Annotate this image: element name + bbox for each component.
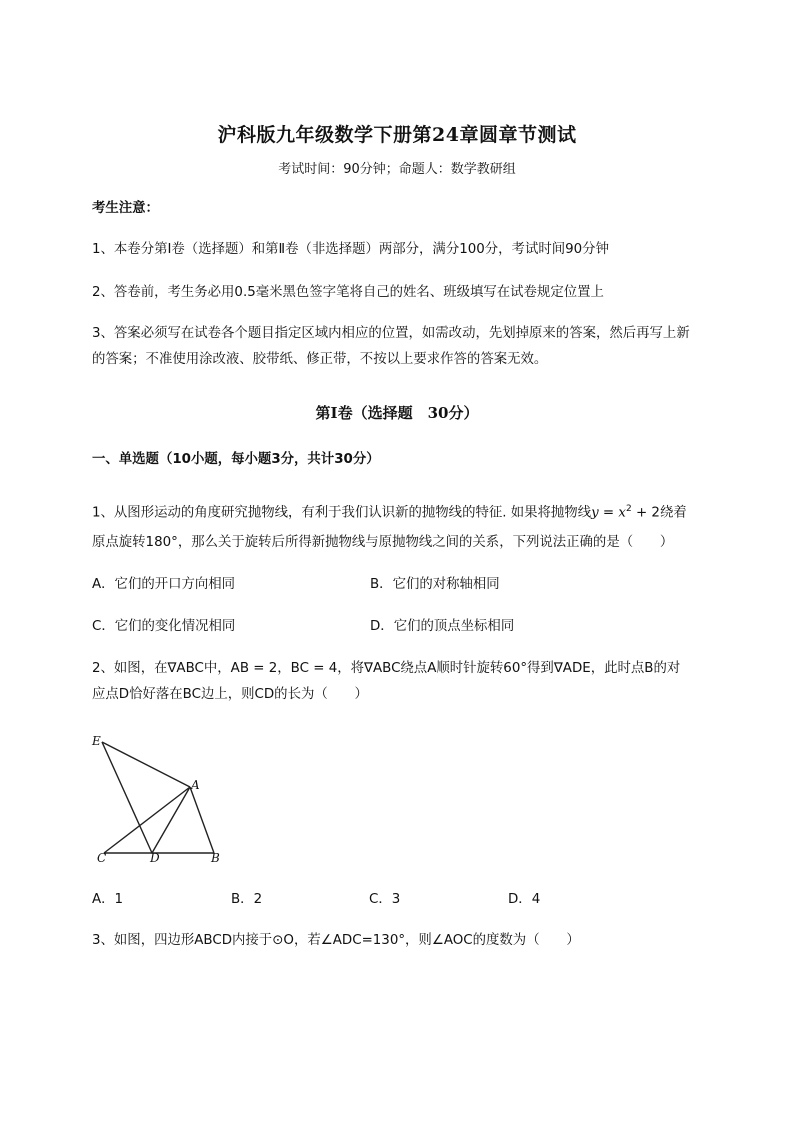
notice-item-3-cont: 的答案；不准使用涂改液、胶带纸、修正带，不按以上要求作答的答案无效。	[92, 352, 548, 367]
notice-item-1: 1、本卷分第I卷（选择题）和第Ⅱ卷（非选择题）两部分，满分100分，考试时间90分钟	[92, 242, 609, 257]
q2-option-d: D．4	[508, 892, 541, 907]
question-2-line-1: 2、如图，在∇ABC中，AB = 2，BC = 4，将∇ABC绕点A顺时针旋转60°得到∇ADE，此时点B的对	[92, 661, 681, 676]
question-2-line-2: 应点D恰好落在BC边上，则CD的长为（ ）	[92, 687, 368, 702]
segment-ec	[102, 742, 152, 853]
notice-item-3: 3、答案必须写在试卷各个题目指定区域内相应的位置，如需改动，先划掉原来的答案，然后再写上新	[92, 326, 690, 341]
notice-heading: 考生注意：	[92, 201, 159, 216]
label-a: A	[191, 778, 200, 792]
q1-formula-y: y	[591, 505, 599, 521]
triangle-rotation-figure	[88, 728, 238, 868]
q1-option-d: D．它们的顶点坐标相同	[370, 619, 515, 634]
notice-item-2: 2、答卷前，考生务必用0.5毫米黑色签字笔将自己的姓名、班级填写在试卷规定位置上	[92, 285, 604, 300]
part-heading: 一、单选题（10小题，每小题3分，共计30分）	[92, 452, 380, 467]
exam-subtitle: 考试时间：90分钟；命题人：数学教研组	[278, 162, 516, 177]
question-1-line-1	[92, 499, 687, 523]
segment-ea	[102, 742, 190, 787]
exam-title: 沪科版九年级数学下册第24章圆章节测试	[217, 124, 577, 146]
q1-option-c: C．它们的变化情况相同	[92, 619, 236, 634]
label-c: C	[97, 851, 107, 865]
q2-option-c: C．3	[369, 892, 401, 907]
q2-option-a: A．1	[92, 892, 124, 907]
q1-option-a: A．它们的开口方向相同	[92, 577, 236, 592]
q1-formula-eq: =	[598, 505, 619, 521]
q1-formula-exp: 2	[625, 504, 632, 514]
label-b: B	[211, 851, 220, 865]
label-e: E	[92, 734, 101, 748]
segment-ab	[190, 787, 214, 853]
q1-text-pre: 1、从图形运动的角度研究抛物线，有利于我们认识新的抛物线的特征. 如果将抛物线	[92, 505, 592, 521]
question-1-line-2: 原点旋转180°，那么关于旋转后所得新抛物线与原抛物线之间的关系，下列说法正确的是（ ）	[92, 535, 674, 550]
q1-formula-x: x	[618, 505, 626, 521]
question-3-line-1: 3、如图，四边形ABCD内接于⊙O，若∠ADC=130°，则∠AOC的度数为（ ）	[92, 933, 580, 948]
label-d: D	[150, 851, 160, 865]
section-title: 第I卷（选择题 30分）	[315, 404, 479, 422]
q1-formula-rest: + 2	[631, 505, 660, 521]
q1-text-post: 绕着	[659, 505, 687, 521]
segment-ad	[152, 787, 190, 853]
q2-option-b: B．2	[231, 892, 263, 907]
q1-option-b: B．它们的对称轴相同	[370, 577, 500, 592]
